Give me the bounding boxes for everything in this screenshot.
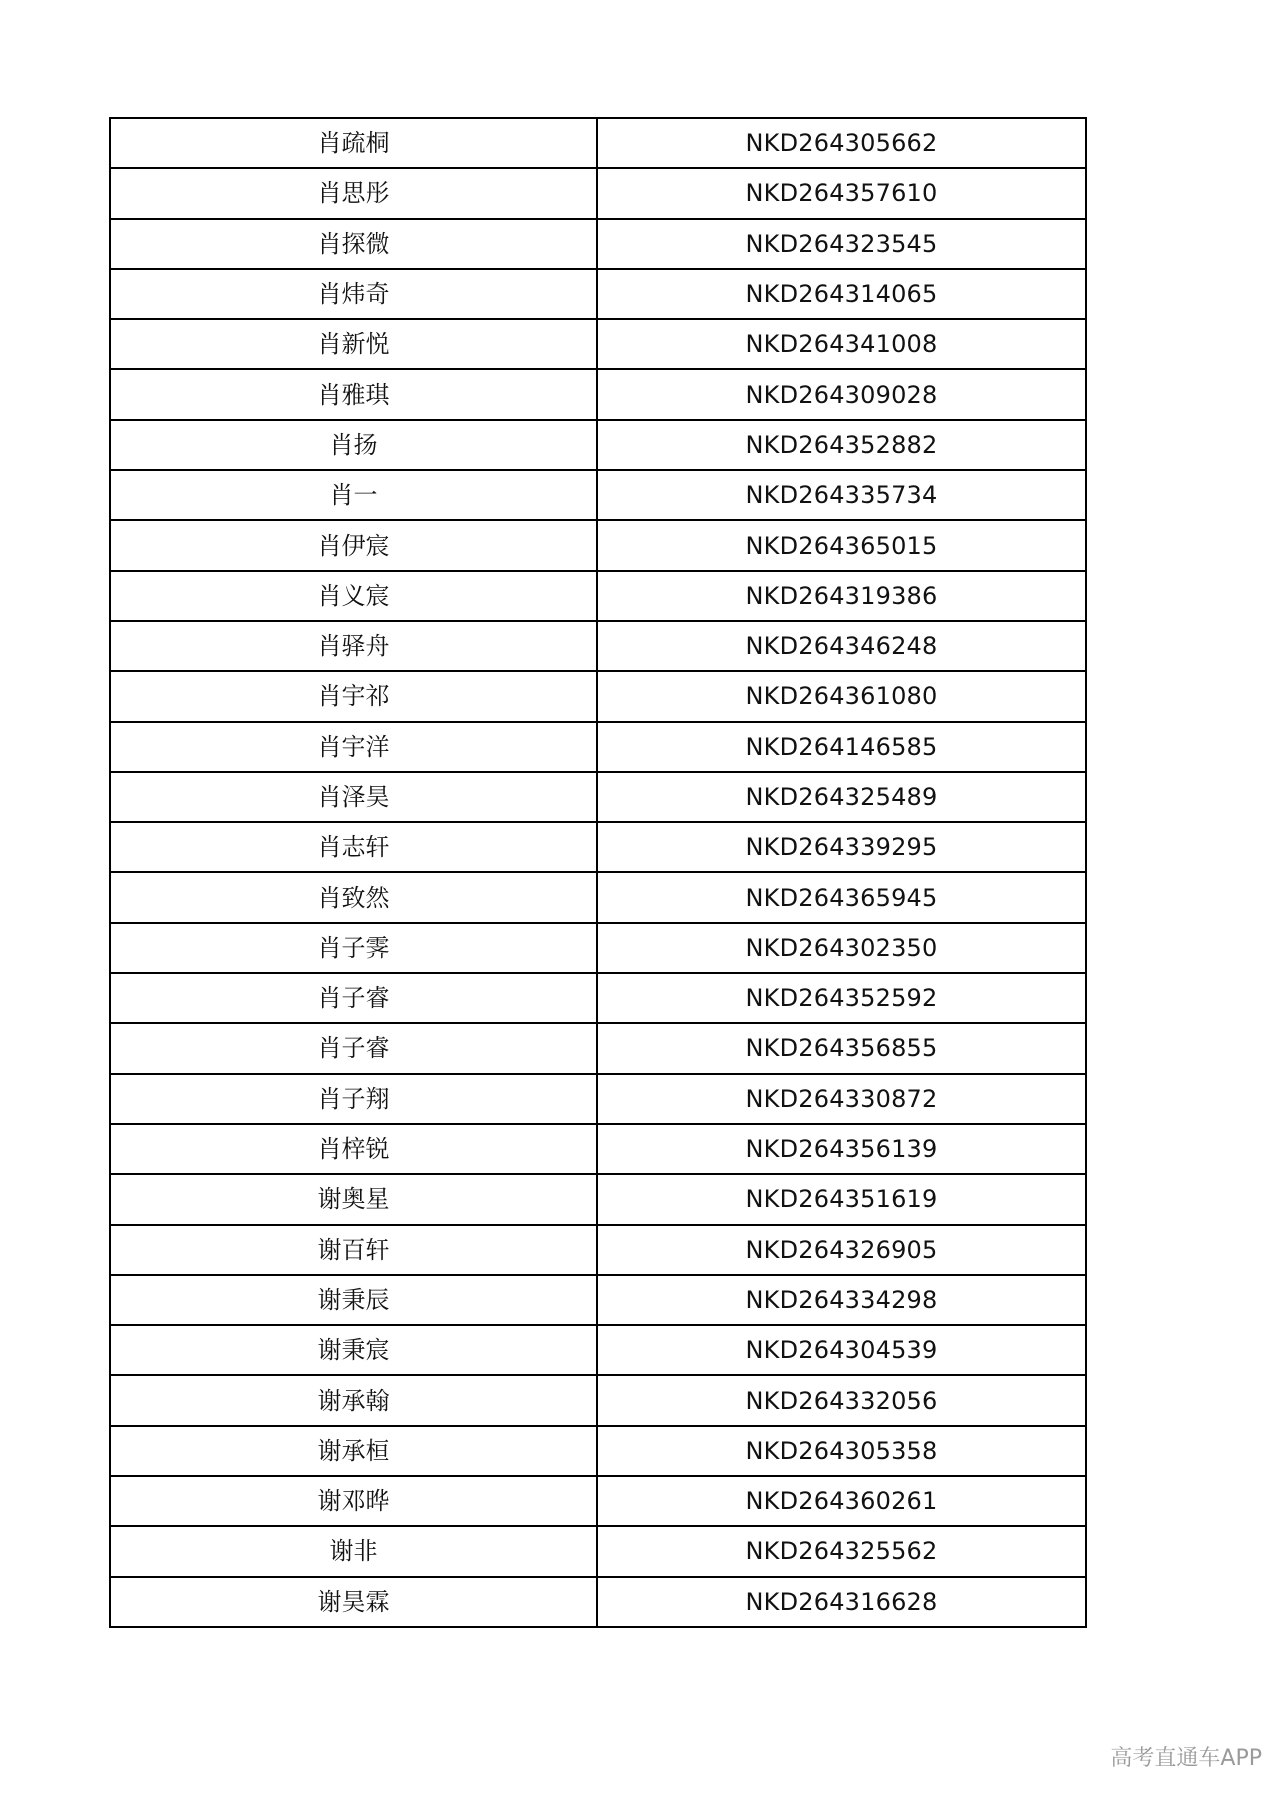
id-cell: NKD264332056	[597, 1375, 1086, 1425]
table-row	[110, 369, 1086, 419]
id-cell: NKD264352592	[597, 973, 1086, 1023]
id-cell: NKD264304539	[597, 1325, 1086, 1375]
id-cell: NKD264146585	[597, 722, 1086, 772]
id-cell: NKD264316628	[597, 1577, 1086, 1627]
name-cell: 肖子睿	[110, 973, 597, 1023]
name-cell: 谢奥星	[110, 1174, 597, 1224]
name-cell: 肖义宸	[110, 571, 597, 621]
name-cell: 肖宇祁	[110, 671, 597, 721]
id-cell: NKD264326905	[597, 1225, 1086, 1275]
id-cell: NKD264323545	[597, 219, 1086, 269]
id-cell: NKD264305358	[597, 1426, 1086, 1476]
roster-table	[109, 117, 1087, 1628]
table-row	[110, 1375, 1086, 1425]
table-row	[110, 671, 1086, 721]
table-row	[110, 1526, 1086, 1576]
table-row	[110, 822, 1086, 872]
table-row	[110, 520, 1086, 570]
table-row	[110, 319, 1086, 369]
name-cell: 肖子睿	[110, 1023, 597, 1073]
id-cell: NKD264330872	[597, 1074, 1086, 1124]
table-row	[110, 571, 1086, 621]
id-cell: NKD264309028	[597, 369, 1086, 419]
id-cell: NKD264305662	[597, 118, 1086, 168]
table-row	[110, 923, 1086, 973]
id-cell: NKD264365015	[597, 520, 1086, 570]
name-cell: 谢秉宸	[110, 1325, 597, 1375]
table-row	[110, 168, 1086, 218]
id-cell: NKD264325562	[597, 1526, 1086, 1576]
name-cell: 肖梓锐	[110, 1124, 597, 1174]
id-cell: NKD264314065	[597, 269, 1086, 319]
table-row	[110, 470, 1086, 520]
name-cell: 肖疏桐	[110, 118, 597, 168]
name-cell: 肖宇洋	[110, 722, 597, 772]
table-row	[110, 420, 1086, 470]
table-row	[110, 1577, 1086, 1627]
name-cell: 肖思彤	[110, 168, 597, 218]
name-cell: 肖伊宸	[110, 520, 597, 570]
table-row	[110, 1225, 1086, 1275]
table-row	[110, 1325, 1086, 1375]
id-cell: NKD264356139	[597, 1124, 1086, 1174]
name-cell: 肖一	[110, 470, 597, 520]
watermark-text: 高考直通车APP	[1110, 1746, 1262, 1771]
id-cell: NKD264341008	[597, 319, 1086, 369]
table-row	[110, 1275, 1086, 1325]
id-cell: NKD264325489	[597, 772, 1086, 822]
name-cell: 肖泽昊	[110, 772, 597, 822]
name-cell: 谢昊霖	[110, 1577, 597, 1627]
id-cell: NKD264339295	[597, 822, 1086, 872]
name-cell: 肖扬	[110, 420, 597, 470]
id-cell: NKD264334298	[597, 1275, 1086, 1325]
id-cell: NKD264302350	[597, 923, 1086, 973]
table-row	[110, 219, 1086, 269]
id-cell: NKD264352882	[597, 420, 1086, 470]
name-cell: 肖新悦	[110, 319, 597, 369]
name-cell: 谢非	[110, 1526, 597, 1576]
table-row	[110, 772, 1086, 822]
table-row	[110, 973, 1086, 1023]
table-row	[110, 269, 1086, 319]
name-cell: 肖炜奇	[110, 269, 597, 319]
name-cell: 谢百轩	[110, 1225, 597, 1275]
name-cell: 谢承翰	[110, 1375, 597, 1425]
name-cell: 肖探微	[110, 219, 597, 269]
table-row	[110, 621, 1086, 671]
table-row	[110, 872, 1086, 922]
table-row	[110, 1124, 1086, 1174]
table-row	[110, 1074, 1086, 1124]
name-cell: 肖致然	[110, 872, 597, 922]
table-row	[110, 722, 1086, 772]
name-cell: 肖子翔	[110, 1074, 597, 1124]
id-cell: NKD264356855	[597, 1023, 1086, 1073]
name-cell: 肖驿舟	[110, 621, 597, 671]
name-cell: 谢承桓	[110, 1426, 597, 1476]
id-cell: NKD264357610	[597, 168, 1086, 218]
table-row	[110, 1174, 1086, 1224]
table-row	[110, 1426, 1086, 1476]
id-cell: NKD264335734	[597, 470, 1086, 520]
name-cell: 肖志轩	[110, 822, 597, 872]
table-row	[110, 1476, 1086, 1526]
roster-table-body	[110, 118, 1086, 1627]
id-cell: NKD264319386	[597, 571, 1086, 621]
name-cell: 谢邓晔	[110, 1476, 597, 1526]
name-cell: 谢秉辰	[110, 1275, 597, 1325]
id-cell: NKD264346248	[597, 621, 1086, 671]
id-cell: NKD264365945	[597, 872, 1086, 922]
id-cell: NKD264351619	[597, 1174, 1086, 1224]
name-cell: 肖雅琪	[110, 369, 597, 419]
roster-table-container	[109, 117, 1081, 1628]
name-cell: 肖子霁	[110, 923, 597, 973]
id-cell: NKD264360261	[597, 1476, 1086, 1526]
table-row	[110, 1023, 1086, 1073]
table-row	[110, 118, 1086, 168]
id-cell: NKD264361080	[597, 671, 1086, 721]
